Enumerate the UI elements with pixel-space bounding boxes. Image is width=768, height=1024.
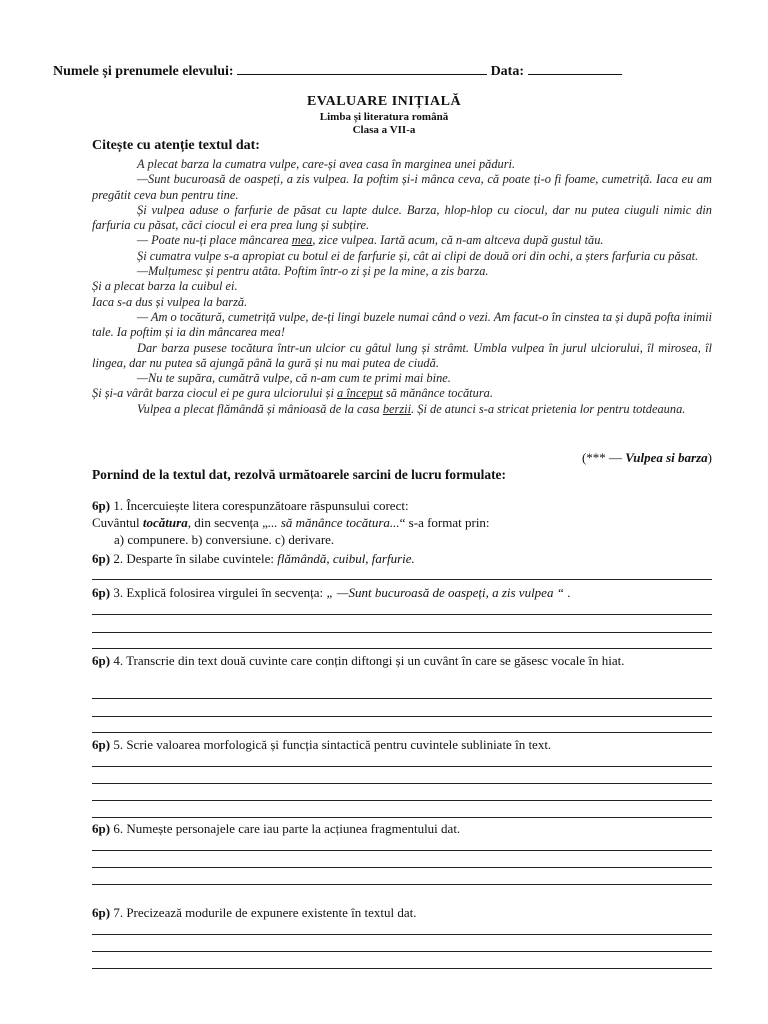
question-1 xyxy=(92,497,712,548)
highlighted-word: tocătura xyxy=(142,515,188,530)
answer-line[interactable] xyxy=(92,934,712,935)
source-title: Vulpea si barza xyxy=(625,450,708,465)
answer-line[interactable] xyxy=(92,867,712,868)
grade-title: Clasa a VII-a xyxy=(352,124,416,136)
question-points: 6p) xyxy=(92,498,111,513)
question-text: . xyxy=(563,585,571,600)
underlined-word: berzii xyxy=(382,401,412,416)
question-text: 6. Numește personajele care iau parte la acțiunea fragmentului dat. xyxy=(110,821,461,836)
answer-line[interactable] xyxy=(92,951,712,952)
question-text: 3. Explică folosirea virgulei în secvența: xyxy=(110,585,327,600)
question-text: 7. Precizează modurile de expunere existente în textul dat. xyxy=(110,905,417,920)
story-paragraph: A plecat barza la cumatra vulpe, care-și avea casa în marginea unei păduri. xyxy=(137,157,516,171)
question-subtext: Cuvântul xyxy=(92,515,143,530)
quoted-sequence: „ —Sunt bucuroasă de oaspeți, a zis vulpea “ xyxy=(326,585,564,600)
story-fragment: — Poate nu-ți place mâncarea xyxy=(137,233,292,248)
question-text: 4. Transcrie din text două cuvinte care conțin diftongi și un cuvânt în care se găsesc vocale în hiat. xyxy=(110,653,625,668)
story-paragraph: Și vulpea aduse o farfurie de păsat cu lapte dulce. Barza, hlop-hlop cu ciocul, dar nu putea ciuguli nimic din farfuria cu păsat, căci ciocul ei era prea lung și subțire. xyxy=(92,202,712,233)
story-fragment: Vulpea a plecat flămândă și mânioasă de la casa xyxy=(137,401,383,416)
story-source xyxy=(582,450,712,466)
question-5 xyxy=(92,736,712,753)
story-paragraph: —Mulțumesc și pentru atâta. Poftim într-o zi și pe la mine, a zis barza. xyxy=(137,264,489,279)
question-2 xyxy=(92,550,712,567)
student-info-line xyxy=(53,61,622,80)
question-text: 5. Scrie valoarea morfologică și funcția sintactică pentru cuvintele subliniate în text. xyxy=(110,737,552,752)
story-paragraph: — Am o tocătură, cumetriță vulpe, de-ți lingi buzele numai când o vezi. Am facut-o în cinstea ta și după pofta inimii tale. Ia poftim și ia din mâncarea mea! xyxy=(92,309,712,340)
story-paragraph: Dar barza pusese tocătura într-un ulcior cu gâtul lung și strâmt. Umbla vulpea în jurul ulciorului, îl mirosea, îl lingea, dar nu putea să ajungă până la gură și nu mai putea de ciudă. xyxy=(92,340,712,370)
question-points: 6p) xyxy=(92,737,111,752)
answer-line[interactable] xyxy=(92,800,712,801)
answer-line[interactable] xyxy=(92,698,712,699)
answer-line[interactable] xyxy=(92,884,712,885)
quoted-sequence: ... să mănânce tocătura... xyxy=(267,515,400,530)
subject-title: Limba și literatura română xyxy=(319,111,449,123)
underlined-word: a început xyxy=(337,386,383,401)
source-suffix: ) xyxy=(707,450,712,465)
question-subtext: “ s-a format prin: xyxy=(399,515,490,530)
question-3 xyxy=(92,584,712,601)
question-points: 6p) xyxy=(92,653,111,668)
answer-line[interactable] xyxy=(92,732,712,733)
answer-options[interactable]: a) compunere. b) conversiune. c) derivare. xyxy=(114,532,335,547)
reading-instruction: Citește cu atenție textul dat: xyxy=(92,138,260,153)
page-title: EVALUARE INIȚIALĂ xyxy=(306,94,462,109)
question-7 xyxy=(92,904,712,921)
story-paragraph: Iaca s-a dus și vulpea la barză. xyxy=(92,294,248,309)
question-text: 1. Încercuiește litera corespunzătoare răspunsului corect: xyxy=(110,498,409,513)
question-4 xyxy=(92,652,712,669)
story-fragment: să mănânce tocătura. xyxy=(382,386,493,401)
answer-line[interactable] xyxy=(92,632,712,633)
story-paragraph xyxy=(92,386,712,401)
answer-line[interactable] xyxy=(92,850,712,851)
date-label: Data: xyxy=(490,64,524,79)
answer-line[interactable] xyxy=(92,716,712,717)
story-paragraph xyxy=(92,233,712,248)
story-text xyxy=(92,157,712,417)
answer-line[interactable] xyxy=(92,783,712,784)
question-points: 6p) xyxy=(92,905,111,920)
question-6 xyxy=(92,820,712,837)
date-field[interactable] xyxy=(528,61,622,75)
question-subtext: , din secvența „ xyxy=(187,515,268,530)
story-paragraph: —Nu te supăra, cumătră vulpe, că n-am cum te primi mai bine. xyxy=(137,371,451,386)
source-prefix: (*** — xyxy=(581,450,626,465)
story-paragraph xyxy=(92,402,712,417)
answer-line[interactable] xyxy=(92,579,712,580)
story-fragment: . Și de atunci s-a stricat prietenia lor pentru totdeauna. xyxy=(411,401,686,416)
student-name-label: Numele și prenumele elevului: xyxy=(53,64,234,79)
question-points: 6p) xyxy=(92,585,111,600)
question-points: 6p) xyxy=(92,551,111,566)
answer-line[interactable] xyxy=(92,766,712,767)
story-paragraph: Și cumatra vulpe s-a apropiat cu botul ei de farfurie și, cât ai clipi de două ori din ochi, a șters farfuria cu păsat. xyxy=(137,248,699,263)
answer-line[interactable] xyxy=(92,817,712,818)
answer-line[interactable] xyxy=(92,648,712,649)
question-points: 6p) xyxy=(92,821,111,836)
answer-line[interactable] xyxy=(92,968,712,969)
question-text: 2. Desparte în silabe cuvintele: xyxy=(110,551,278,566)
answer-line[interactable] xyxy=(92,614,712,615)
task-instruction: Pornind de la textul dat, rezolvă următoarele sarcini de lucru formulate: xyxy=(92,467,506,482)
underlined-word: mea xyxy=(291,233,313,248)
story-paragraph: Și a plecat barza la cuibul ei. xyxy=(92,279,238,294)
story-paragraph: —Sunt bucuroasă de oaspeți, a zis vulpea. Ia poftim și-i mânca ceva, că poate ți-o fi foame, cumetriță. Iaca eu am pregătit ceva bun pentru tine. xyxy=(92,172,712,202)
question-words: flămândă, cuibul, farfurie. xyxy=(277,551,415,566)
story-fragment: , zice vulpea. Iartă acum, că n-am altceva după gustul tău. xyxy=(312,233,604,248)
student-name-field[interactable] xyxy=(237,61,487,75)
story-fragment: Și și-a vârât barza ciocul ei pe gura ulciorului și xyxy=(92,386,338,401)
